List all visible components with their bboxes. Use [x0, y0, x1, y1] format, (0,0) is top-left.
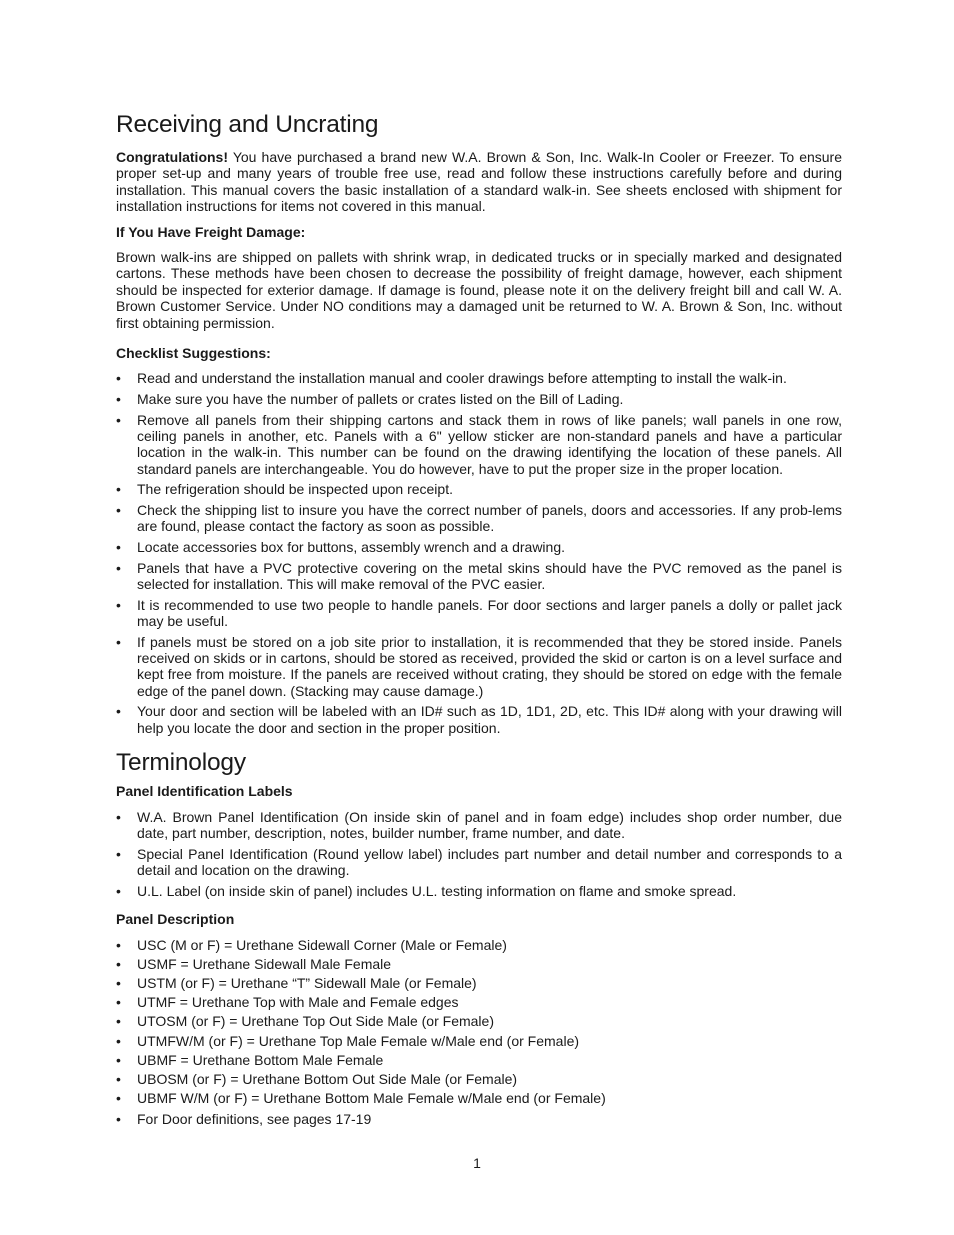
- bullet-icon: •: [116, 845, 121, 862]
- list-item: • For Door definitions, see pages 17-19: [116, 1110, 372, 1127]
- section-title-terminology: Terminology: [116, 749, 246, 777]
- list-item: • Your door and section will be labeled with an ID# such as 1D, 1D1, 2D, etc. This ID# along with your drawing will help you locate the door and section in the proper position.: [116, 703, 842, 736]
- checklist-heading: Checklist Suggestions:: [116, 345, 271, 362]
- bullet-icon: •: [116, 539, 121, 556]
- intro-bold-lead: Congratulations!: [116, 149, 228, 165]
- bullet-icon: •: [116, 633, 121, 650]
- panel-labels-list: [116, 809, 842, 899]
- bullet-icon: •: [116, 370, 121, 387]
- list-item: • Locate accessories box for buttons, assembly wrench and a drawing.: [116, 539, 566, 556]
- bullet-icon: •: [116, 955, 121, 972]
- bullet-icon: •: [116, 808, 121, 825]
- bullet-icon: •: [116, 882, 121, 899]
- bullet-icon: •: [116, 411, 121, 428]
- list-item: • W.A. Brown Panel Identification (On inside skin of panel and in foam edge) includes shop order number, due date, part number, description, notes, builder number, frame number, and date.: [116, 808, 842, 842]
- panel-description-list: [116, 937, 842, 1127]
- bullet-icon: •: [116, 1013, 121, 1030]
- list-item: • If panels must be stored on a job site prior to installation, it is recommended that they be stored inside. Panels received on skids or in cartons, should be stored as received, provided the skid or carton is on a level surface and kept free from moisture. If the panels are received without crating, they should be stored on edge with the female edge of the panel down. (Stacking may cause damage.): [116, 633, 842, 699]
- list-item: • UBMF W/M (or F) = Urethane Bottom Male Female w/Male end (or Female): [116, 1090, 606, 1107]
- bullet-icon: •: [116, 1070, 121, 1087]
- panel-description-heading: Panel Description: [116, 911, 235, 928]
- intro-text: You have purchased a brand new W.A. Brown & Son, Inc. Walk-In Cooler or Freezer. To ensure proper set-up and many years of trouble free use, read and follow these instructions carefully before and during installation. This manual covers the basic installation of a standard walk-in. See sheets enclosed with shipment for installation instructions for items not covered in this manual.: [116, 149, 842, 215]
- panel-labels-heading: Panel Identification Labels: [116, 783, 293, 800]
- list-item: • UBMF = Urethane Bottom Male Female: [116, 1051, 384, 1068]
- list-item: • USMF = Urethane Sidewall Male Female: [116, 955, 392, 972]
- list-item: • Make sure you have the number of pallets or crates listed on the Bill of Lading.: [116, 391, 624, 408]
- bullet-icon: •: [116, 391, 121, 408]
- list-item: • Panels that have a PVC protective covering on the metal skins should have the PVC removed as the panel is selected for installation. This will make removal of the PVC easier.: [116, 559, 842, 593]
- list-item: • UTMF = Urethane Top with Male and Female edges: [116, 994, 459, 1011]
- list-item: • Check the shipping list to insure you have the correct number of panels, doors and accessories. If any prob-lems are found, please contact the factory as soon as possible.: [116, 502, 842, 535]
- bullet-icon: •: [116, 481, 121, 498]
- page-content: [116, 110, 842, 1130]
- list-item: • Remove all panels from their shipping cartons and stack them in rows of like panels; wall panels in one row, ceiling panels in another, etc. Panels with a 6" yellow sticker are non-standard panels and have a particular location in the walk-in. This number can be found on the drawing identifying the location of these panels. All standard panels are interchangeable. You do however, have to put the proper size in the proper location.: [116, 411, 842, 477]
- list-item: • USTM (or F) = Urethane “T” Sidewall Male (or Female): [116, 974, 477, 991]
- bullet-icon: •: [116, 596, 121, 613]
- list-item: • UTOSM (or F) = Urethane Top Out Side Male (or Female): [116, 1013, 494, 1030]
- list-item: • It is recommended to use two people to handle panels. For door sections and larger panels a dolly or pallet jack may be useful.: [116, 596, 842, 630]
- bullet-icon: •: [116, 502, 121, 519]
- freight-damage-paragraph: Brown walk-ins are shipped on pallets with shrink wrap, in dedicated trucks or in specially marked and designated cartons. These methods have been chosen to decrease the possibility of freight damage, however, each shipment should be inspected for exterior damage. If damage is found, please note it on the delivery freight bill and call W. A. Brown Customer Service. Under NO conditions may a damaged unit be returned to W. A. Brown & Son, Inc. without first obtaining permission.: [116, 249, 842, 331]
- bullet-icon: •: [116, 1110, 121, 1127]
- bullet-icon: •: [116, 1090, 121, 1107]
- list-item: • The refrigeration should be inspected upon receipt.: [116, 481, 453, 498]
- list-item: • UTMFW/M (or F) = Urethane Top Male Female w/Male end (or Female): [116, 1032, 580, 1049]
- intro-paragraph: [116, 149, 842, 215]
- bullet-icon: •: [116, 974, 121, 991]
- bullet-icon: •: [116, 994, 121, 1011]
- list-item: • Read and understand the installation manual and cooler drawings before attempting to install the walk-in.: [116, 370, 787, 387]
- bullet-icon: •: [116, 936, 121, 953]
- bullet-icon: •: [116, 559, 121, 576]
- list-item: • Special Panel Identification (Round yellow label) includes part number and detail number and corresponds to a detail and location on the drawing.: [116, 845, 842, 879]
- list-item: • U.L. Label (on inside skin of panel) includes U.L. testing information on flame and smoke spread.: [116, 882, 737, 899]
- bullet-icon: •: [116, 1051, 121, 1068]
- list-item: • UBOSM (or F) = Urethane Bottom Out Side Male (or Female): [116, 1070, 518, 1087]
- list-item: • USC (M or F) = Urethane Sidewall Corner (Male or Female): [116, 936, 507, 953]
- bullet-icon: •: [116, 1032, 121, 1049]
- bullet-icon: •: [116, 703, 121, 720]
- freight-damage-heading: If You Have Freight Damage:: [116, 223, 306, 240]
- checklist-list: [116, 370, 842, 736]
- page-number: 1: [473, 1155, 481, 1171]
- section-title-receiving: Receiving and Uncrating: [116, 111, 379, 138]
